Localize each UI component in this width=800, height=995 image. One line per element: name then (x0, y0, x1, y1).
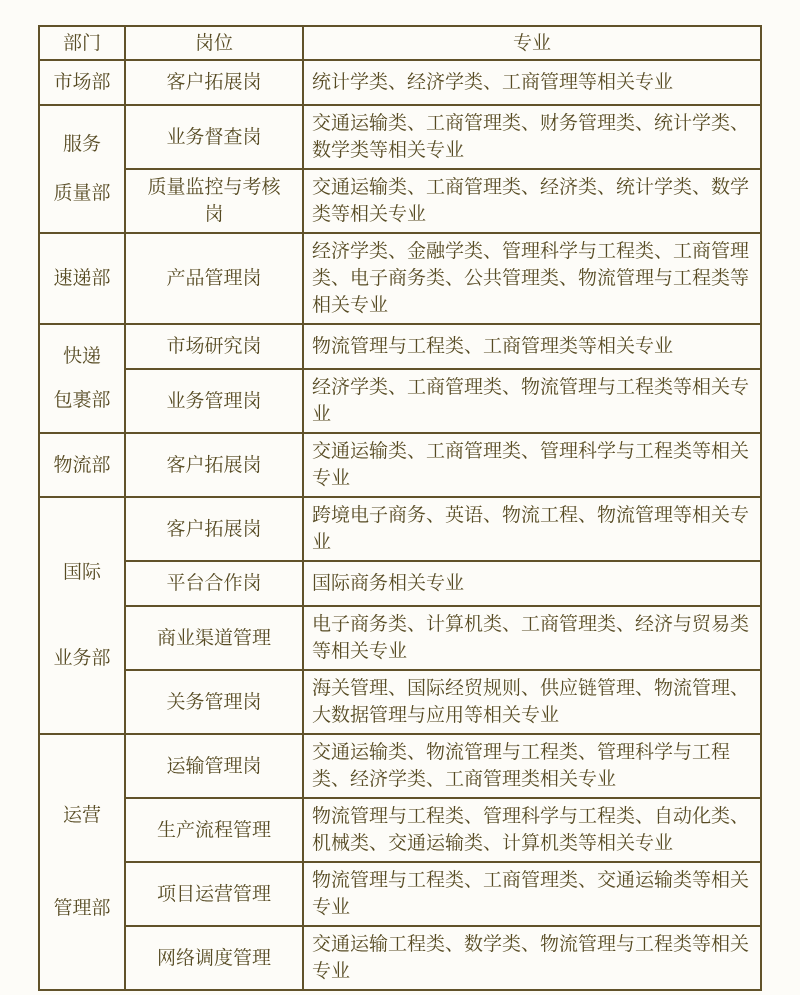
department-label-line: 快递 (62, 346, 101, 368)
department-label-line: 服务 (62, 133, 101, 155)
department-label: 物流部 (53, 454, 111, 476)
major-cell: 国际商务相关专业 (304, 562, 762, 607)
department-cell (40, 434, 126, 498)
department-cell (40, 106, 126, 234)
major-cell: 交通运输工程类、数学类、物流管理与工程类等相关专业 (304, 927, 762, 991)
position-cell: 质量监控与考核岗 (126, 170, 304, 234)
header-cell-department: 部门 (40, 27, 126, 61)
department-cell (40, 498, 126, 735)
department-label-line: 运营 (62, 805, 101, 827)
department-label-line: 业务部 (53, 648, 111, 669)
department-cell (40, 61, 126, 106)
position-cell: 产品管理岗 (126, 234, 304, 325)
major-cell: 跨境电子商务、英语、物流工程、物流管理等相关专业 (304, 498, 762, 562)
position-cell: 项目运营管理 (126, 863, 304, 927)
position-cell: 关务管理岗 (126, 671, 304, 735)
position-cell: 网络调度管理 (126, 927, 304, 991)
position-cell: 业务管理岗 (126, 370, 304, 434)
department-label-line: 管理部 (53, 897, 111, 919)
major-cell: 电子商务类、计算机类、工商管理类、经济与贸易类等相关专业 (304, 607, 762, 671)
major-cell: 海关管理、国际经贸规则、供应链管理、物流管理、大数据管理与应用等相关专业 (304, 671, 762, 735)
major-cell: 物流管理与工程类、工商管理类、交通运输类等相关专业 (304, 863, 762, 927)
department-cell (40, 234, 126, 325)
major-cell: 经济学类、工商管理类、物流管理与工程类等相关专业 (304, 370, 762, 434)
department-cell (40, 735, 126, 991)
major-cell: 物流管理与工程类、工商管理类等相关专业 (304, 325, 762, 370)
department-cell (40, 325, 126, 434)
major-cell: 经济学类、金融学类、管理科学与工程类、工商管理类、电子商务类、公共管理类、物流管理与工程类等相关专业 (304, 234, 762, 325)
major-cell: 交通运输类、物流管理与工程类、管理科学与工程类、经济学类、工商管理类相关专业 (304, 735, 762, 799)
position-cell: 客户拓展岗 (126, 498, 304, 562)
department-label-line: 质量部 (53, 183, 111, 205)
major-cell: 交通运输类、工商管理类、财务管理类、统计学类、数学类等相关专业 (304, 106, 762, 170)
position-cell: 生产流程管理 (126, 799, 304, 863)
position-cell: 市场研究岗 (126, 325, 304, 370)
major-cell: 物流管理与工程类、管理科学与工程类、自动化类、机械类、交通运输类、计算机类等相关专业 (304, 799, 762, 863)
major-cell: 交通运输类、工商管理类、经济类、统计学类、数学类等相关专业 (304, 170, 762, 234)
recruitment-table (38, 25, 762, 991)
position-cell: 运输管理岗 (126, 735, 304, 799)
position-cell: 平台合作岗 (126, 562, 304, 607)
department-label-line: 包裹部 (53, 389, 111, 411)
position-cell: 商业渠道管理 (126, 607, 304, 671)
department-label-line: 国际 (62, 562, 101, 583)
position-cell: 客户拓展岗 (126, 61, 304, 106)
position-cell: 客户拓展岗 (126, 434, 304, 498)
header-cell-position: 岗位 (126, 27, 304, 61)
header-cell-major: 专业 (304, 27, 762, 61)
department-label: 速递部 (53, 268, 111, 289)
major-cell: 统计学类、经济学类、工商管理等相关专业 (304, 61, 762, 106)
position-cell: 业务督查岗 (126, 106, 304, 170)
major-cell: 交通运输类、工商管理类、管理科学与工程类等相关专业 (304, 434, 762, 498)
department-label: 市场部 (53, 72, 111, 93)
